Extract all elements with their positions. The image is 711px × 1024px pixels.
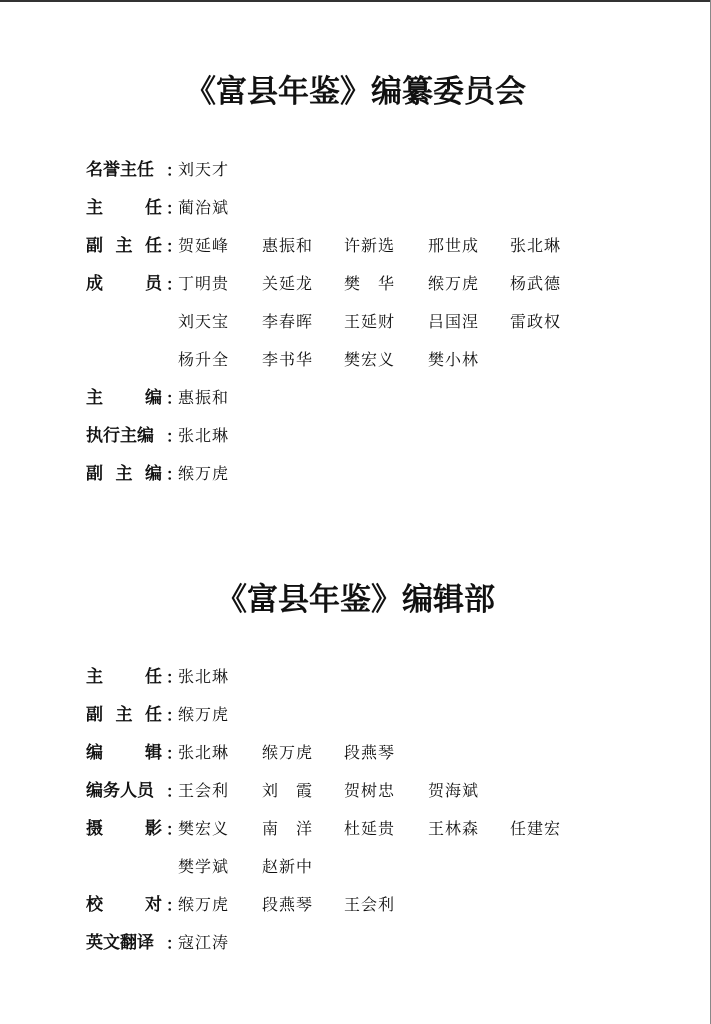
committee-role-text xyxy=(86,234,162,258)
label-char: 任 xyxy=(145,236,162,256)
committee-role-text: 执行主编 xyxy=(86,426,154,446)
department-row xyxy=(86,855,686,879)
department-role-label xyxy=(86,931,183,955)
person-name: 樊 华 xyxy=(344,274,396,293)
department-role-label xyxy=(86,741,183,765)
label-char: 副 xyxy=(86,464,103,484)
person-name: 贺树忠 xyxy=(344,781,396,800)
label-colon: ： xyxy=(166,934,183,953)
committee-row xyxy=(86,234,686,258)
label-colon: ： xyxy=(166,199,183,218)
person-name: 缑万虎 xyxy=(178,705,230,724)
department-role-label xyxy=(86,779,183,803)
person-name: 张北琳 xyxy=(178,426,230,445)
committee-role-text xyxy=(86,386,162,410)
label-char: 任 xyxy=(145,198,162,218)
person-name: 刘天才 xyxy=(178,160,230,179)
committee-role-label xyxy=(86,272,183,296)
label-char: 编 xyxy=(145,464,162,484)
committee-row xyxy=(86,424,686,448)
label-char: 校 xyxy=(86,895,103,915)
label-char: 辑 xyxy=(145,743,162,763)
label-char: 主 xyxy=(86,388,103,408)
label-colon: ： xyxy=(166,389,183,408)
person-name: 王会利 xyxy=(178,781,230,800)
label-char: 主 xyxy=(86,198,103,218)
person-name: 段燕琴 xyxy=(344,743,396,762)
label-char: 主 xyxy=(86,667,103,687)
committee-row xyxy=(86,272,686,296)
committee-role-text xyxy=(86,196,162,220)
person-name: 张北琳 xyxy=(510,236,562,255)
label-colon: ： xyxy=(166,820,183,839)
department-role-text xyxy=(86,741,162,765)
person-name: 张北琳 xyxy=(178,667,230,686)
committee-role-label xyxy=(86,196,183,220)
person-name: 樊宏义 xyxy=(344,350,396,369)
person-name: 任建宏 xyxy=(510,819,562,838)
person-name: 刘 霞 xyxy=(262,781,314,800)
person-name: 王林森 xyxy=(428,819,480,838)
label-char: 影 xyxy=(145,819,162,839)
person-name: 王会利 xyxy=(344,895,396,914)
label-char: 对 xyxy=(145,895,162,915)
person-name: 赵新中 xyxy=(262,857,314,876)
label-char: 编 xyxy=(86,743,103,763)
person-name: 贺延峰 xyxy=(178,236,230,255)
label-colon: ： xyxy=(166,782,183,801)
label-colon: ： xyxy=(166,668,183,687)
person-name: 关延龙 xyxy=(262,274,314,293)
committee-row xyxy=(86,310,686,334)
label-colon: ： xyxy=(166,896,183,915)
person-name: 杜延贵 xyxy=(344,819,396,838)
committee-row xyxy=(86,196,686,220)
person-name: 王延财 xyxy=(344,312,396,331)
label-char: 任 xyxy=(145,705,162,725)
person-name: 段燕琴 xyxy=(262,895,314,914)
label-char: 员 xyxy=(145,274,162,294)
committee-row xyxy=(86,348,686,372)
person-name: 惠振和 xyxy=(178,388,230,407)
committee-title: 《富县年鉴》编纂委员会 xyxy=(185,74,526,110)
department-role-text xyxy=(86,703,162,727)
person-name: 丁明贵 xyxy=(178,274,230,293)
department-row xyxy=(86,893,686,917)
label-char: 编 xyxy=(145,388,162,408)
person-name: 惠振和 xyxy=(262,236,314,255)
department-role-label xyxy=(86,703,183,727)
department-role-text xyxy=(86,665,162,689)
person-name: 缑万虎 xyxy=(178,895,230,914)
committee-role-label xyxy=(86,424,183,448)
person-name: 樊宏义 xyxy=(178,819,230,838)
label-char: 副 xyxy=(86,705,103,725)
label-char: 主 xyxy=(115,705,133,725)
committee-role-label xyxy=(86,386,183,410)
department-title: 《富县年鉴》编辑部 xyxy=(216,582,495,618)
person-name: 南 洋 xyxy=(262,819,314,838)
committee-role-text xyxy=(86,272,162,296)
committee-row xyxy=(86,462,686,486)
department-row xyxy=(86,703,686,727)
label-colon: ： xyxy=(166,465,183,484)
person-name: 杨升全 xyxy=(178,350,230,369)
person-name: 蔺治斌 xyxy=(178,198,230,217)
person-name: 李春晖 xyxy=(262,312,314,331)
label-colon: ： xyxy=(166,237,183,256)
committee-role-label xyxy=(86,158,183,182)
department-row xyxy=(86,931,686,955)
person-name: 杨武德 xyxy=(510,274,562,293)
person-name: 缑万虎 xyxy=(428,274,480,293)
label-colon: ： xyxy=(166,275,183,294)
top-border-line xyxy=(0,0,711,2)
person-name: 缑万虎 xyxy=(262,743,314,762)
person-name: 寇江涛 xyxy=(178,933,230,952)
person-name: 樊小林 xyxy=(428,350,480,369)
person-name: 吕国涅 xyxy=(428,312,480,331)
committee-role-label xyxy=(86,462,183,486)
person-name: 贺海斌 xyxy=(428,781,480,800)
label-char: 副 xyxy=(86,236,103,256)
label-colon: ： xyxy=(166,744,183,763)
label-colon: ： xyxy=(166,161,183,180)
department-role-label xyxy=(86,817,183,841)
person-name: 邢世成 xyxy=(428,236,480,255)
label-char: 成 xyxy=(86,274,103,294)
department-role-text: 编务人员 xyxy=(86,781,154,801)
committee-row xyxy=(86,158,686,182)
department-role-text: 英文翻译 xyxy=(86,933,154,953)
department-row xyxy=(86,779,686,803)
department-role-label xyxy=(86,893,183,917)
committee-role-text xyxy=(86,462,162,486)
department-role-text xyxy=(86,893,162,917)
label-char: 主 xyxy=(115,236,133,256)
department-role-text xyxy=(86,817,162,841)
label-char: 任 xyxy=(145,667,162,687)
department-row xyxy=(86,665,686,689)
department-row xyxy=(86,817,686,841)
person-name: 雷政权 xyxy=(510,312,562,331)
department-row xyxy=(86,741,686,765)
label-colon: ： xyxy=(166,706,183,725)
department-role-label xyxy=(86,665,183,689)
person-name: 刘天宝 xyxy=(178,312,230,331)
person-name: 张北琳 xyxy=(178,743,230,762)
person-name: 缑万虎 xyxy=(178,464,230,483)
committee-role-text: 名誉主任 xyxy=(86,160,154,180)
label-char: 主 xyxy=(115,464,133,484)
committee-role-label xyxy=(86,234,183,258)
label-char: 摄 xyxy=(86,819,103,839)
committee-row xyxy=(86,386,686,410)
person-name: 樊学斌 xyxy=(178,857,230,876)
person-name: 许新选 xyxy=(344,236,396,255)
person-name: 李书华 xyxy=(262,350,314,369)
label-colon: ： xyxy=(166,427,183,446)
